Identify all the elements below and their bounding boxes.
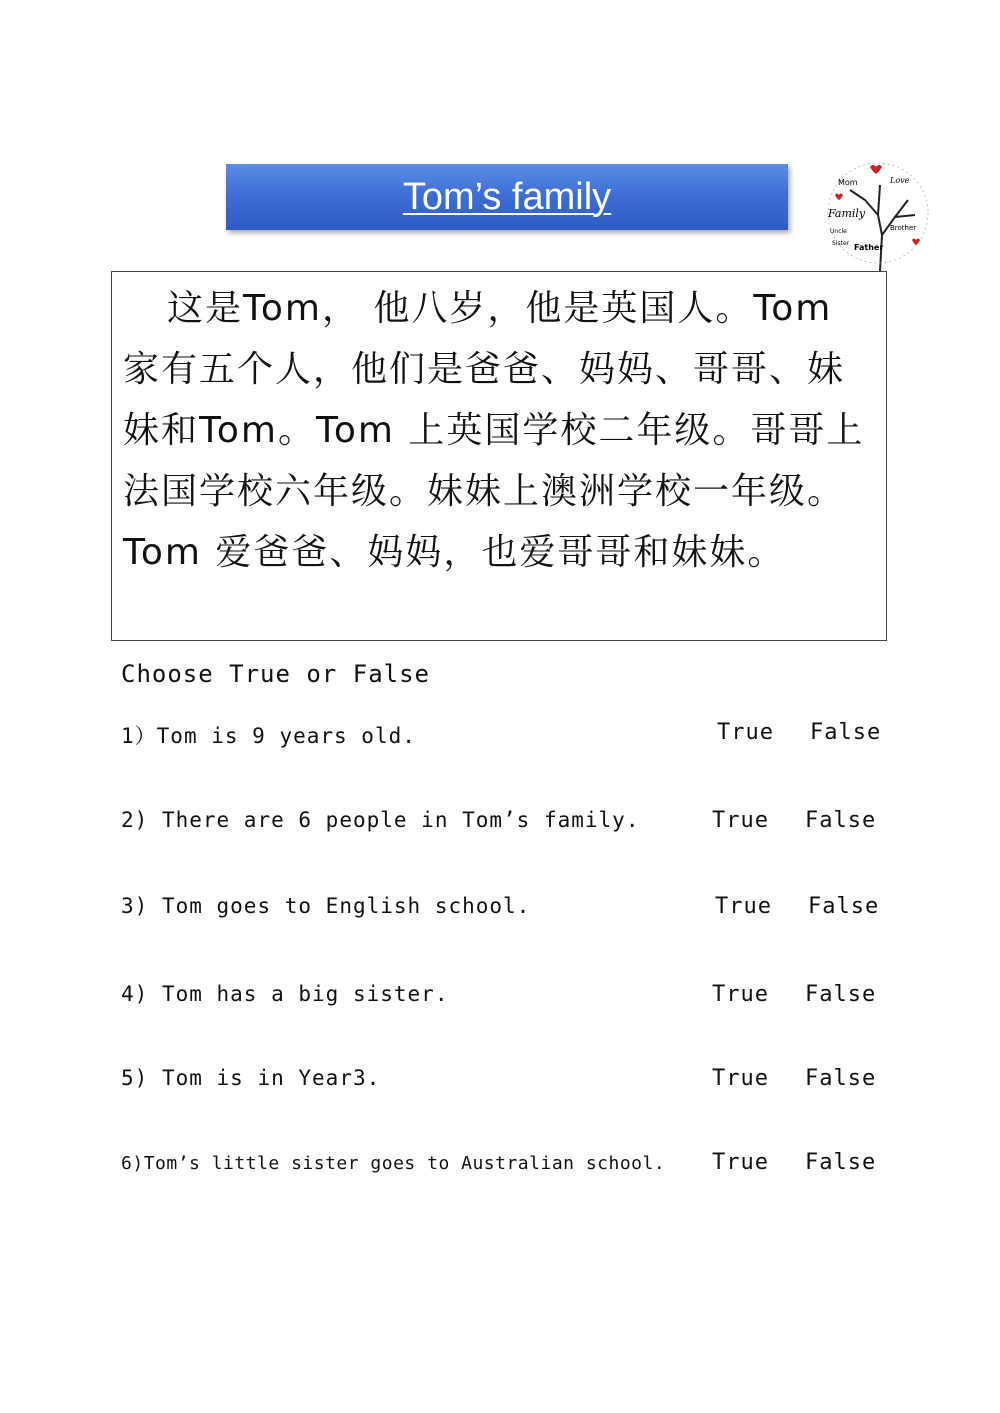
logo-word-sister: Sister — [832, 240, 850, 247]
question-text: 1）Tom is 9 years old. — [121, 724, 416, 748]
reading-passage-box — [111, 271, 887, 641]
question-text: 5) Tom is in Year3. — [121, 1066, 381, 1090]
reading-passage: 这是Tom， 他八岁，他是英国人。Tom 家有五个人，他们是爸爸、妈妈、哥哥、妹妹和Tom。Tom 上英国学校二年级。哥哥上法国学校六年级。妹妹上澳洲学校一年级。Tom 爱爸爸、妈妈，也爱哥哥和妹妹。 — [123, 288, 865, 573]
question-row-1 — [121, 720, 891, 754]
false-option[interactable]: False — [805, 808, 877, 833]
question-row-6 — [121, 1150, 891, 1184]
question-row-4 — [121, 982, 891, 1016]
false-option[interactable]: False — [805, 1066, 877, 1091]
logo-word-uncle: Uncle — [830, 228, 847, 235]
logo-word-love: Love — [890, 176, 910, 185]
family-tree-logo — [820, 155, 932, 273]
true-option[interactable]: True — [712, 1150, 769, 1175]
question-text: 4) Tom has a big sister. — [121, 982, 449, 1006]
true-option[interactable]: True — [715, 894, 772, 919]
false-option[interactable]: False — [808, 894, 880, 919]
page-title: Tom’s family — [402, 175, 612, 218]
logo-word-family: Family — [828, 207, 866, 220]
question-row-5 — [121, 1066, 891, 1100]
quiz-instruction: Choose True or False — [121, 660, 430, 688]
false-option[interactable]: False — [805, 1150, 877, 1175]
true-option[interactable]: True — [712, 1066, 769, 1091]
logo-word-mom: Mom — [838, 178, 858, 187]
question-row-2 — [121, 808, 891, 842]
question-text: 6)Tom’s little sister goes to Australian school. — [121, 1153, 666, 1174]
logo-word-brother: Brother — [890, 224, 917, 232]
question-text: 3) Tom goes to English school. — [121, 894, 531, 918]
false-option[interactable]: False — [810, 720, 882, 745]
true-option[interactable]: True — [712, 808, 769, 833]
title-banner — [226, 164, 788, 230]
false-option[interactable]: False — [805, 982, 877, 1007]
question-text: 2) There are 6 people in Tom’s family. — [121, 808, 640, 832]
true-option[interactable]: True — [717, 720, 774, 745]
question-row-3 — [121, 894, 891, 928]
true-option[interactable]: True — [712, 982, 769, 1007]
logo-word-father: Father — [854, 243, 884, 252]
